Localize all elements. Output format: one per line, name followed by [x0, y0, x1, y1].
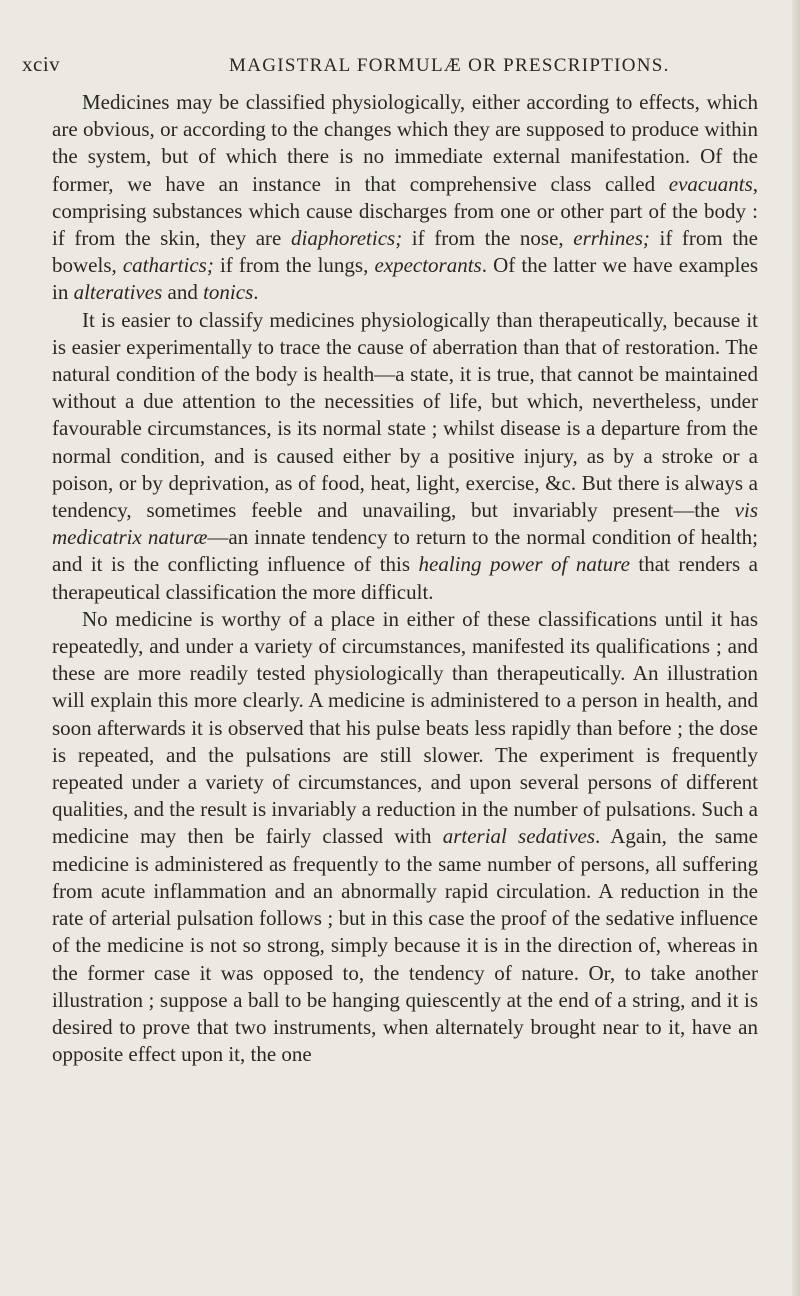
- text-segment: —an innate tendency to return to the normal condition of health; and it is the conflicting influence of this: [52, 525, 758, 577]
- page-header: [22, 40, 762, 80]
- italic-term: expectorants: [374, 253, 482, 278]
- text-segment: It is easier to classify medicines physiologically than therapeutically, because it is easier experimentally to trace the cause of aberration than that of restoration. The natural condition of the body is health—a state, it is true, that cannot be maintained without a due attention to the necessities of life, but which, nevertheless, under favourable circumstances, is its normal state ; whilst disease is a departure from the normal condition, and is caused either by a positive injury, as by a stroke or a poison, or by deprivation, as of food, heat, light, exercise, &c. But there is always a tendency, sometimes feeble and unavailing, but invariably present—the: [52, 307, 758, 523]
- text-segment: and: [162, 280, 204, 305]
- text-segment: . Of the latter we have examples in: [52, 253, 759, 305]
- page-edge: [792, 0, 800, 1296]
- text-segment: , comprising substances which cause discharges from one or other part of the body : if from the skin, they are: [52, 171, 758, 251]
- italic-term: arterial sedatives: [442, 824, 596, 849]
- text-segment: if from the lungs,: [213, 253, 375, 278]
- italic-term: errhines;: [573, 226, 650, 251]
- text-segment: if from the nose,: [402, 226, 574, 251]
- paragraph-classification: [52, 307, 758, 606]
- italic-term: evacuants: [668, 171, 753, 196]
- body-text: [52, 89, 758, 1068]
- paragraph-illustration: [52, 606, 758, 1068]
- text-segment: that renders a therapeutical classification the more difficult.: [52, 552, 758, 604]
- text-segment: Medicines may be classified physiologically, either according to effects, which are obvious, or according to the changes which they are supposed to produce within the system, but of which there is no immediate external manifestation. Of the former, we have an instance in that comprehensive class called: [52, 90, 758, 196]
- running-title: MAGISTRAL FORMULÆ OR PRESCRIPTIONS.: [229, 55, 670, 76]
- text-segment: if from the bowels,: [52, 226, 759, 278]
- italic-term: healing power of nature: [418, 552, 630, 577]
- paragraph-evacuants: [52, 89, 758, 307]
- italic-term: cathartics;: [122, 253, 214, 278]
- text-segment: . Again, the same medicine is administered as frequently to the same number of persons, all suffering from acute inflammation and an abnormally rapid circulation. A reduction in the rate of arterial pulsation follows ; but in this case the proof of the sedative influence of the medicine is not so strong, simply because it is in the direction of, whereas in the former case it was opposed to, the tendency of nature. Or, to take another illustration ; suppose a ball to be hanging quiescently at the end of a string, and it is desired to prove that two instruments, when alternately brought near to it, have an opposite effect upon it, the one: [52, 824, 758, 1067]
- italic-term: diaphoretics;: [290, 226, 403, 251]
- text-segment: .: [253, 280, 259, 305]
- italic-term: vis medicatrix naturæ: [52, 498, 758, 550]
- text-segment: No medicine is worthy of a place in either of these classifications until it has repeatedly, and under a variety of circumstances, manifested its qualifications ; and these are more readily tested physiologically than therapeutically. An illustration will explain this more clearly. A medicine is administered to a person in health, and soon afterwards it is observed that his pulse beats less rapidly than before ; the dose is repeated, and the pulsations are still slower. The experiment is frequently repeated under a variety of circumstances, and upon several persons of different qualities, and the result is invariably a reduction in the number of pulsations. Such a medicine may then be fairly classed with: [52, 606, 758, 849]
- page-number: xciv: [22, 52, 61, 76]
- italic-term: alteratives: [73, 280, 163, 305]
- italic-term: tonics: [203, 280, 254, 305]
